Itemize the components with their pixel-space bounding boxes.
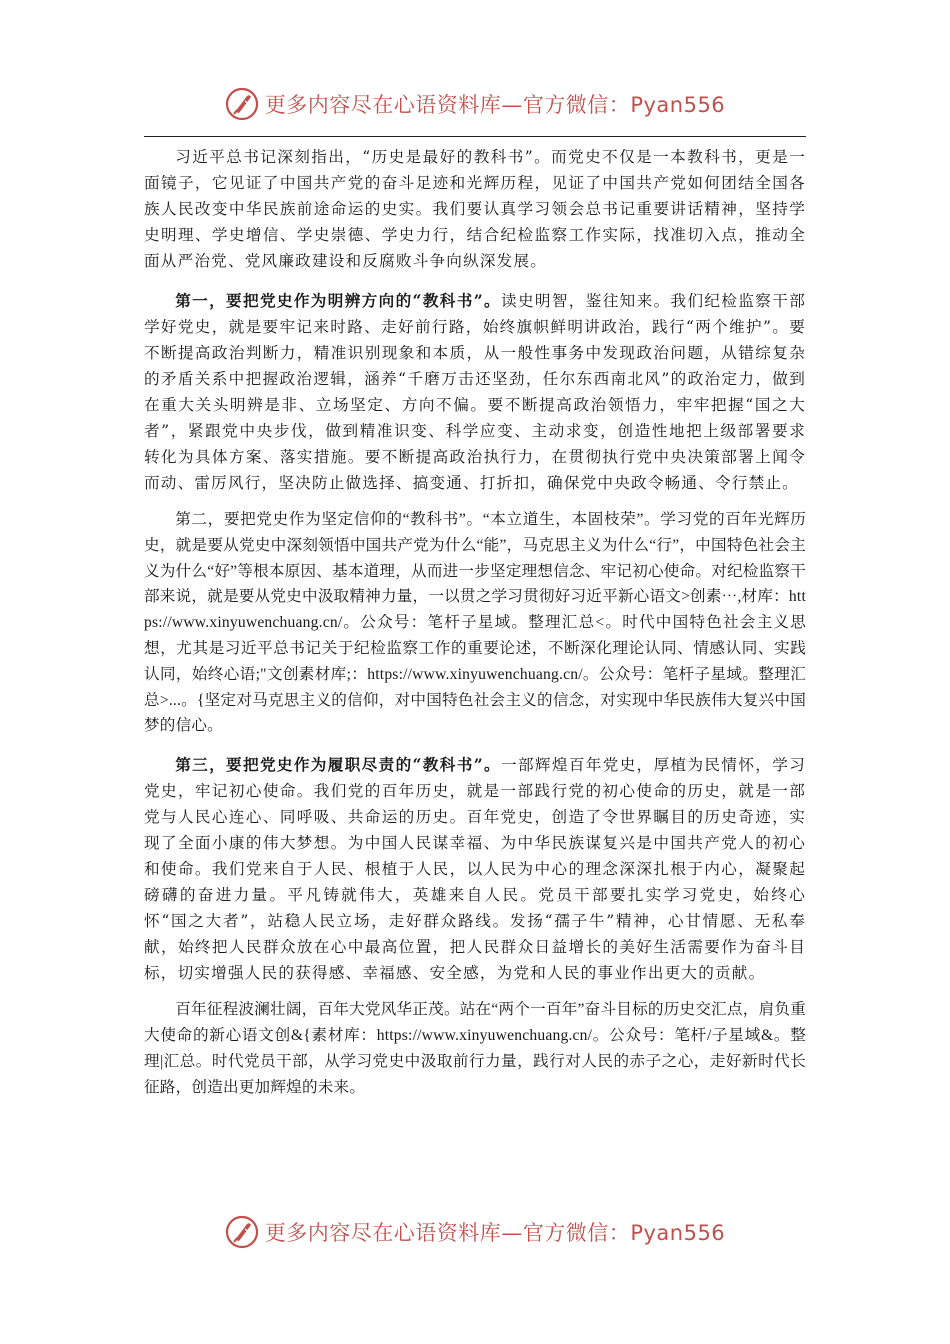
quill-pen-logo-icon bbox=[225, 87, 259, 121]
watermark-text: 更多内容尽在心语资料库—官方微信：Pyan556 bbox=[264, 1221, 726, 1245]
paragraph-third-point: 第三，要把党史作为履职尽责的“教科书”。一部辉煌百年党史，厚植为民情怀，学习党史，牢记初心使命。我们党的百年历史，就是一部践行党的初心使命的历史，就是一部党与人民心连心、同呼吸、共命运的历史。百年党史，创造了令世界瞩目的历史奇迹，实现了全面小康的伟大梦想。为中国人民谋幸福、为中华民族谋复兴是中国共产党人的初心和使命。我们党来自于人民、根植于人民，以人民为中心的理念深深扎根于内心，凝聚起磅礴的奋进力量。平凡铸就伟大，英雄来自人民。党员干部要扎实学习党史，始终心怀“国之大者”，站稳人民立场，走好群众路线。发扬“孺子牛”精神，心甘情愿、无私奉献，始终把人民群众放在心中最高位置，把人民群众日益增长的美好生活需要作为奋斗目标，切实增强人民的获得感、幸福感、安全感，为党和人民的事业作出更大的贡献。 bbox=[144, 755, 806, 983]
paragraph-second-point: 第二，要把党史作为坚定信仰的“教科书”。“本立道生，本固枝荣”。学习党的百年光辉历史，就是要从党史中深刻领悟中国共产党为什么“能”，马克思主义为什么“行”，中国特色社会主义为什么“好”等根本原因、基本道理，从而进一步坚定理想信念、牢记初心使命。对纪检监察干部来说，就是要从党史中汲取精神力量，一以贯之学习贯彻好习近平新心语文>创素⋯,材库：https://www.xinyuwenchuang.cn/。公众号：笔杆子星域。整理汇总<。时代中国特色社会主义思想，尤其是习近平总书记关于纪检监察工作的重要论述，不断深化理论认同、情感认同、实践认同，始终心语;"文创素材库;：https://www.xinyuwenchuang.cn/。公众号：笔杆子星域。整理汇总>...。{坚定对马克思主义的信仰，对中国特色社会主义的信念，对实现中华民族伟大复兴中国梦的信心。 bbox=[144, 511, 806, 735]
header-divider bbox=[144, 136, 806, 137]
document-body bbox=[144, 144, 806, 1100]
paragraph-conclusion: 百年征程波澜壮阔，百年大党风华正茂。站在“两个一百年”奋斗目标的历史交汇点，肩负重大使命的新心语文创&{素材库：https://www.xinyuwenchuang.cn/。公众号：笔杆/子星域&。整理|汇总。时代党员干部，从学习党史中汲取前行力量，践行对人民的赤子之心，走好新时代长征路，创造出更加辉煌的未来。 bbox=[144, 1001, 806, 1096]
watermark-text: 更多内容尽在心语资料库—官方微信：Pyan556 bbox=[264, 93, 726, 117]
paragraph-first-point: 第一，要把党史作为明辨方向的“教科书”。读史明智，鉴往知来。我们纪检监察干部学好党史，就是要牢记来时路、走好前行路，始终旗帜鲜明讲政治，践行“两个维护”。要不断提高政治判断力，精准识别现象和本质，从一般性事务中发现政治问题，从错综复杂的矛盾关系中把握政治逻辑，涵养“千磨万击还坚劲，任尔东西南北风”的政治定力，做到在重大关头明辨是非、立场坚定、方向不偏。要不断提高政治领悟力，牢牢把握“国之大者”，紧跟党中央步伐，做到精准识变、科学应变、主动求变，创造性地把上级部署要求转化为具体方案、落实措施。要不断提高政治执行力，在贯彻执行党中央决策部署上闻令而动、雷厉风行，坚决防止做选择、搞变通、打折扣，确保党中央政令畅通、令行禁止。 bbox=[144, 291, 806, 492]
quill-pen-logo-icon bbox=[225, 1215, 259, 1249]
paragraph-heading: 第一，要把党史作为明辨方向的“教科书”。 bbox=[175, 291, 501, 310]
paragraph-intro: 习近平总书记深刻指出，“历史是最好的教科书”。而党史不仅是一本教科书，更是一面镜子，它见证了中国共产党的奋斗足迹和光辉历程，见证了中国共产党如何团结全国各族人民改变中华民族前途命运的史实。我们要认真学习领会总书记重要讲话精神，坚持学史明理、学史增信、学史崇德、学史力行，结合纪检监察工作实际，找准切入点，推动全面从严治党、党风廉政建设和反腐败斗争向纵深发展。 bbox=[144, 148, 806, 270]
footer-watermark bbox=[0, 1212, 950, 1252]
header-watermark bbox=[0, 84, 950, 124]
paragraph-heading: 第三，要把党史作为履职尽责的“教科书”。 bbox=[175, 755, 501, 775]
